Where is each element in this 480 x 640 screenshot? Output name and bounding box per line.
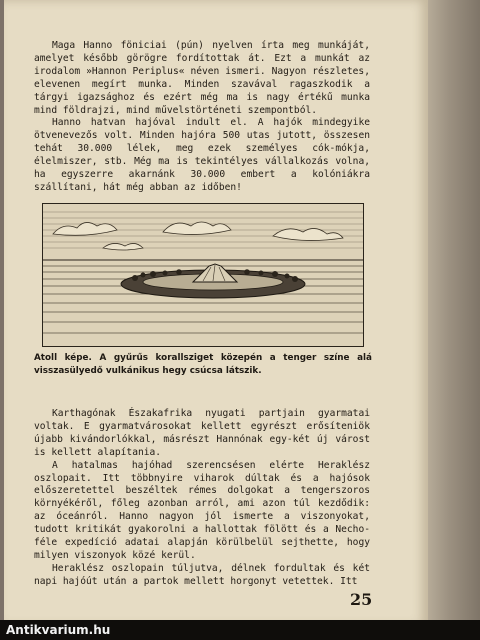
top-text-block: [34, 40, 370, 195]
page-edge-shadow: [428, 0, 480, 626]
book-page: [4, 0, 428, 626]
page-number: 25: [350, 590, 373, 609]
atoll-illustration: [42, 203, 364, 347]
paragraph: Maga Hanno föniciai (pún) nyelven írta meg munkáját, amelyet később görögre fordítottak át. Ezt a munkát az irodalom »Hannon Periplus« néven ismeri. Nagyon részletes, elevenen megírt munka. Minden szavával ragaszkodik a tárgyi igazsághoz és ezért még ma is nagy értékű munka mind földrajzi, mind művelstörténeti szempontból.: [34, 40, 370, 116]
atoll-drawing: [43, 204, 363, 346]
watermark: Antikvarium.hu: [0, 620, 480, 640]
illustration-caption: Atoll képe. A gyűrűs korallsziget közepén a tenger színe alá visszasülyedő vulkánikus hegy csúcsa látszik.: [34, 353, 372, 376]
paragraph: Hanno hatvan hajóval indult el. A hajók mindegyike ötvenevezős volt. Minden hajóra 500 utas jutott, összesen tehát 30.000 lélek, meg ezek személyes cók-mókja, élelmiszer, stb. Még ma is tekintélyes vállalkozás volna, ha egyszerre akarnánk 30.000 embert a kolóniákra szállítani, hát még abban az időben!: [34, 117, 370, 193]
paragraph: Karthagónak Északafrika nyugati partjain gyarmatai voltak. E gyarmatvárosokat kellett egyrészt erősíteniök újabb kivándorlókkal, másrészt Hannónak egy-két új várost is kellett alapítania.: [34, 408, 370, 458]
bottom-text-block: [34, 408, 370, 589]
paragraph: Heraklész oszlopain túljutva, délnek fordultak és két napi hajóút után a partok mellett horgonyt vetettek. Itt: [34, 562, 370, 587]
paragraph: A hatalmas hajóhad szerencsésen elérte Heraklész oszlopait. Itt többnyire viharok dúltak és a hajósok előszeretettel beszéltek rémes dolgokat a tengerszoros környékéről, főleg azonban arról, ami azon túl kezdődik: az óceánról. Hanno nagyon jól ismerte a viszonyokat, tudott kritikát gyakorolni a hallottak fölött és a Necho-féle expedíció adatai alapján körülbelül sejthette, hogy milyen viszonyok közé kerül.: [34, 459, 370, 561]
